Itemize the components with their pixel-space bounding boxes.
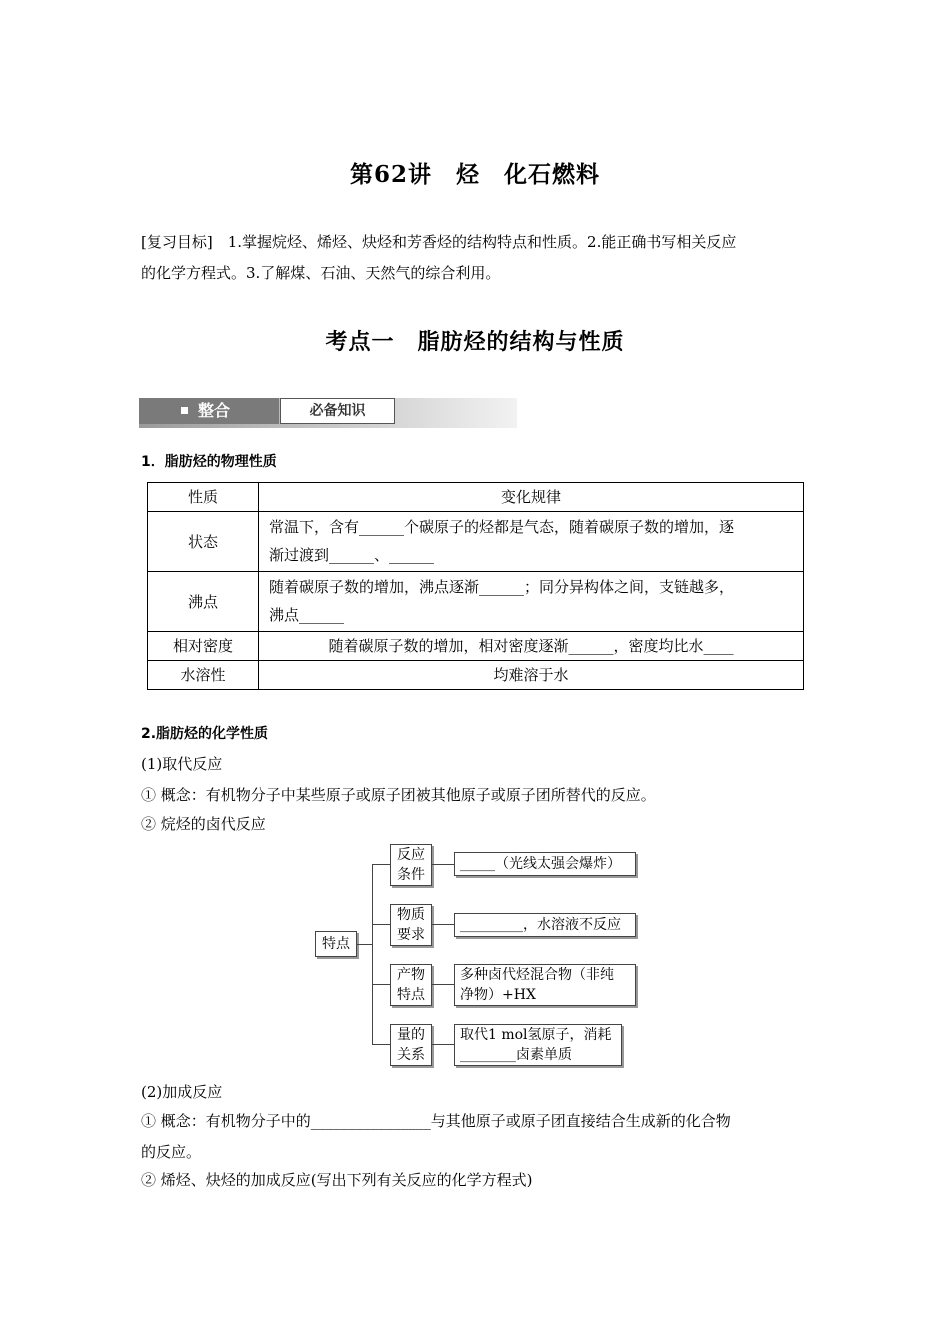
connector-line — [432, 924, 454, 925]
review-line-2: 的化学方程式。3.了解煤、石油、天然气的综合利用。 — [141, 264, 501, 282]
connector-line — [357, 944, 372, 945]
table-cell-prop: 水溶性 — [148, 661, 259, 690]
section-title: 考点一 脂肪烃的结构与性质 — [325, 329, 625, 355]
table-row — [148, 661, 804, 690]
addition-concept: ① 概念：有机物分子中的________________与其他原子或原子团直接结合生成新的化合物 的反应。 — [141, 1112, 731, 1161]
subheading-substitution: (1)取代反应 — [141, 755, 223, 773]
alkane-halogenation: ② 烷烃的卤代反应 — [141, 815, 266, 833]
rule-line: 常温下，含有______个碳原子的烃都是气态，随着碳原子数的增加，逐 — [269, 518, 735, 536]
connector-line — [372, 864, 390, 865]
table-cell-prop: 相对密度 — [148, 632, 259, 661]
table-row — [148, 512, 804, 572]
review-objectives — [141, 227, 811, 289]
table-cell-prop: 沸点 — [148, 572, 259, 632]
banner-left — [139, 398, 279, 424]
diagram-desc: _________，水溶液不反应 — [454, 913, 636, 937]
diagram-root: 特点 — [315, 931, 357, 957]
heading-chemical-properties: 2.脂肪烃的化学性质 — [141, 726, 269, 742]
connector-line — [372, 924, 390, 925]
physical-properties-table — [147, 482, 804, 690]
review-label: [复习目标] — [141, 233, 213, 251]
connector-line — [432, 1044, 454, 1045]
alkene-addition: ② 烯烃、炔烃的加成反应(写出下列有关反应的化学方程式) — [141, 1171, 533, 1189]
table-cell-rule: 均难溶于水 — [259, 661, 804, 690]
rule-line: 渐过渡到______、______ — [269, 546, 435, 564]
table-header-cell: 性质 — [148, 483, 259, 512]
document-title: 第62讲 烃 化石燃料 — [349, 161, 600, 188]
banner-right: 必备知识 — [280, 398, 395, 424]
connector-line — [432, 984, 454, 985]
knowledge-banner — [139, 398, 517, 428]
table-row — [148, 632, 804, 661]
connector-line — [372, 864, 373, 1045]
diagram-category: 物质 要求 — [390, 904, 432, 946]
subheading-addition: (2)加成反应 — [141, 1083, 223, 1101]
table-cell-prop: 状态 — [148, 512, 259, 572]
review-line-1: 1.掌握烷烃、烯烃、炔烃和芳香烃的结构特点和性质。2.能正确书写相关反应 — [212, 233, 737, 251]
diagram-category: 反应 条件 — [390, 844, 432, 886]
banner-left-label: 整合 — [198, 401, 231, 420]
diagram-desc: _____（光线太强会爆炸） — [454, 852, 636, 876]
table-header-cell: 变化规律 — [259, 483, 804, 512]
diagram-desc: 多种卤代烃混合物（非纯 净物）+HX — [454, 964, 636, 1006]
diagram-desc: 取代1 mol氢原子，消耗 ________卤素单质 — [454, 1024, 622, 1066]
table-cell-rule: 随着碳原子数的增加，相对密度逐渐______，密度均比水____ — [259, 632, 804, 661]
connector-line — [372, 984, 390, 985]
table-row — [148, 572, 804, 632]
substitution-concept: ① 概念：有机物分子中某些原子或原子团被其他原子或原子团所替代的反应。 — [141, 786, 656, 804]
square-icon — [181, 407, 188, 414]
heading-physical-properties: 1．脂肪烃的物理性质 — [141, 454, 277, 470]
table-header-row — [148, 483, 804, 512]
diagram-category: 量的 关系 — [390, 1024, 432, 1066]
diagram-category: 产物 特点 — [390, 964, 432, 1006]
connector-line — [432, 864, 454, 865]
rule-line: 随着碳原子数的增加，沸点逐渐______；同分异构体之间，支链越多， — [269, 578, 735, 596]
table-cell-rule — [259, 572, 804, 632]
connector-line — [372, 1044, 390, 1045]
table-cell-rule — [259, 512, 804, 572]
rule-line: 沸点______ — [269, 606, 345, 624]
